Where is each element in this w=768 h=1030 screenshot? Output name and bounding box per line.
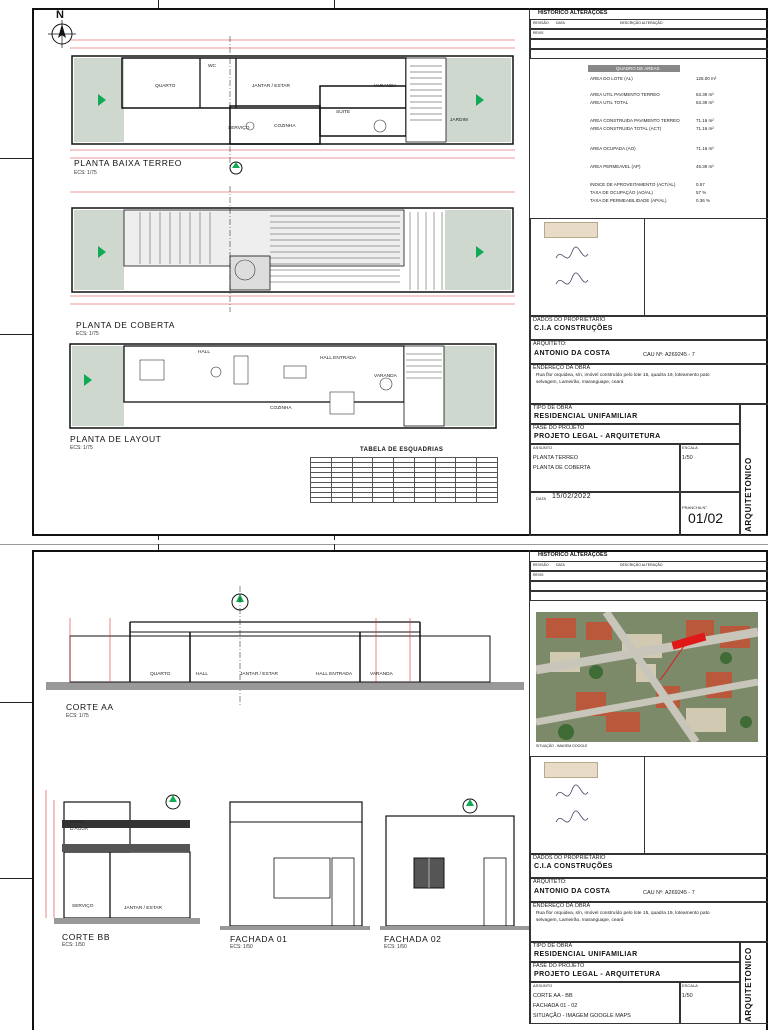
facade-01-drawing <box>220 796 370 936</box>
section-aa-drawing <box>40 586 528 706</box>
fachada01-scale: ECS: 1/50 <box>230 944 253 950</box>
phase-label-2: FASE DO PROJETO <box>533 963 585 969</box>
esquadrias-table <box>310 457 498 503</box>
room-servico: SERVIÇO <box>228 126 250 131</box>
signature-scribble-2 <box>552 782 592 842</box>
discipline-vertical: ARQUITETONICO <box>744 457 753 532</box>
subject-label-2: ASSUNTO <box>533 983 553 988</box>
area-row-value: 71.16 m² <box>696 126 714 131</box>
subject-1: PLANTA TERREO <box>533 455 579 461</box>
area-row-value: 45.39 m² <box>696 164 714 169</box>
signature-scribble <box>552 244 592 304</box>
area-row-value: 0.36 % <box>696 198 711 203</box>
phase-value: PROJETO LEGAL - ARQUITETURA <box>534 433 661 440</box>
subject-2-2: FACHADA 01 - 02 <box>533 1003 578 1009</box>
type-value: RESIDENCIAL UNIFAMILIAR <box>534 413 638 420</box>
signature-stamp <box>544 222 598 238</box>
cau-value-2: CAU Nº: A269245 - 7 <box>643 890 695 896</box>
area-row-value: 125.00 m² <box>696 76 717 81</box>
history-row: REVIS <box>533 31 544 35</box>
fachada02-scale: ECS: 1/50 <box>384 944 407 950</box>
type-label: TIPO DE OBRA <box>533 405 573 411</box>
history-row-2: REVIS <box>533 573 544 577</box>
esquadrias-title: TABELA DE ESQUADRIAS <box>360 447 444 453</box>
layout-plan-title: PLANTA DE LAYOUT <box>70 434 162 444</box>
ground-plan-scale: ECS: 1/75 <box>74 170 97 176</box>
area-row-label: AREA UTIL TOTAL <box>590 100 629 105</box>
roof-plan-scale: ECS: 1/75 <box>76 331 99 337</box>
architect-label: ARQUITETO: <box>533 341 567 347</box>
area-row-value: 71.16 m² <box>696 146 714 151</box>
sheet-no-label: PRANCHA N° <box>682 505 707 510</box>
discipline-vertical-2: ARQUITETONICO <box>744 947 753 1022</box>
situation-map <box>536 612 758 742</box>
area-row-label: AREA DO LOTE (AL) <box>590 76 633 81</box>
scale-label: ESCALA <box>682 445 698 450</box>
aa-label-varanda: VARANDA <box>370 672 393 677</box>
history-header: HISTÓRICO ALTERAÇÕES <box>538 10 608 16</box>
aa-label-quarto: QUARTO <box>150 672 171 677</box>
room-wc: WC <box>208 64 216 69</box>
cau-value: CAU Nº: A269245 - 7 <box>643 352 695 358</box>
roof-plan-title: PLANTA DE COBERTA <box>76 320 176 330</box>
phase-value-2: PROJETO LEGAL - ARQUITETURA <box>534 971 661 978</box>
history-header-2: HISTÓRICO ALTERAÇÕES <box>538 552 608 558</box>
bb-label-jantar: JANTAR / ESTAR <box>124 906 162 911</box>
area-row-label: AREA PERMEAVEL (AP) <box>590 164 641 169</box>
sheet-no-value: 01/02 <box>688 510 724 526</box>
address-value: Rua flor orquidea, s/n, imóvel construído pelo lote 15, quadra 19, loteamento pato selvagem, Lameirão, maranguape, ceará <box>536 373 710 385</box>
room-hall: HALL <box>198 350 210 355</box>
date-value: 15/02/2022 <box>552 493 592 500</box>
ground-floor-plan <box>40 36 528 170</box>
owner-value-2: C.I.A CONSTRUÇÕES <box>534 863 613 870</box>
corte-bb-scale: ECS: 1/50 <box>62 942 85 948</box>
type-value-2: RESIDENCIAL UNIFAMILIAR <box>534 951 638 958</box>
fachada02-title: FACHADA 02 <box>384 934 442 944</box>
history-col-desc: DESCRIÇÃO ALTERAÇÃO <box>620 21 663 25</box>
layout-plan-scale: ECS: 1/75 <box>70 445 93 451</box>
subject-label: ASSUNTO <box>533 445 553 450</box>
area-row-label: TAXA DE PERMEABILIDADE (AP/AL) <box>590 198 667 203</box>
owner-value: C.I.A CONSTRUÇÕES <box>534 325 613 332</box>
area-row-value: 71.16 m² <box>696 118 714 123</box>
room-varanda: VARANDA <box>374 84 397 89</box>
areas-header: QUADRO DE AREAS <box>616 66 660 71</box>
address-label: ENDEREÇO DA OBRA <box>533 365 591 371</box>
bb-label-caixa: CAIXA D'AGUA <box>70 820 88 832</box>
owner-label-2: DADOS DO PROPRIETÁRIO <box>533 855 606 861</box>
area-row-label: AREA CONSTRUIDA PAVIMENTO TERREO <box>590 118 680 123</box>
map-caption: SITUAÇÃO - IMAGEM GOOGLE <box>536 744 588 748</box>
architect-value: ANTONIO DA COSTA <box>534 350 611 357</box>
room-jantar: JANTAR / ESTAR <box>252 84 290 89</box>
area-row-label: TAXA DE OCUPAÇÃO (AO/AL) <box>590 190 653 195</box>
history-col-date: DATA <box>556 21 565 25</box>
history-col-desc-2: DESCRIÇÃO ALTERAÇÃO <box>620 563 663 567</box>
area-row-label: INDICE DE APROVEITAMENTO (ACT/AL) <box>590 182 676 187</box>
history-col-rev: REVISÃO <box>533 21 549 25</box>
type-label-2: TIPO DE OBRA <box>533 943 573 949</box>
roof-plan <box>40 186 528 316</box>
scale-value-2: 1/50 <box>682 993 693 999</box>
north-label: N <box>56 9 64 21</box>
room-quarto: QUARTO <box>155 84 176 89</box>
owner-label: DADOS DO PROPRIETÁRIO <box>533 317 606 323</box>
facade-02-drawing <box>380 796 530 936</box>
area-row-label: AREA OCUPADA (AO) <box>590 146 636 151</box>
architect-label-2: ARQUITETO: <box>533 879 567 885</box>
room-cozinha: COZINHA <box>274 124 296 129</box>
area-row-label: AREA UTIL PAVIMENTO TERREO <box>590 92 660 97</box>
layout-plan <box>40 342 500 432</box>
room-jardim: JARDIM <box>450 118 468 123</box>
title-block-2 <box>529 550 768 1024</box>
subject-2-1: CORTE AA - BB <box>533 993 573 999</box>
room-cozinha-layout: COZINHA <box>270 406 292 411</box>
sheet-2 <box>0 544 768 1024</box>
history-col-rev-2: REVISÃO <box>533 563 549 567</box>
corte-aa-title: CORTE AA <box>66 702 114 712</box>
area-row-value: 57 % <box>696 190 707 195</box>
title-block-1 <box>529 8 768 536</box>
architect-value-2: ANTONIO DA COSTA <box>534 888 611 895</box>
signature-stamp-2 <box>544 762 598 778</box>
area-row-label: AREA CONSTRUIDA TOTAL (ACT) <box>590 126 662 131</box>
date-label: DATA <box>536 496 547 501</box>
room-varanda-layout: VARANDA <box>374 374 397 379</box>
area-row-value: 63.39 m² <box>696 92 714 97</box>
aa-label-hall-entrada: HALL ENTRADA <box>316 672 353 677</box>
room-hall-entrada: HALL ENTRADA <box>320 356 357 361</box>
scale-value: 1/50 <box>682 455 693 461</box>
section-bb-drawing <box>40 780 200 940</box>
address-value-2: Rua flor orquidea, s/n, imóvel construído pelo lote 15, quadra 19, loteamento pato selvagem, Lameirão, maranguape, ceará <box>536 911 710 923</box>
scale-label-2: ESCALA <box>682 983 698 988</box>
history-col-date-2: DATA <box>556 563 565 567</box>
subject-2-3: SITUAÇÃO - IMAGEM GOOGLE MAPS <box>533 1013 631 1019</box>
corte-aa-scale: ECS: 1/75 <box>66 713 89 719</box>
phase-label: FASE DO PROJETO <box>533 425 585 431</box>
area-row-value: 0.57 <box>696 182 705 187</box>
address-label-2: ENDEREÇO DA OBRA <box>533 903 591 909</box>
aa-label-hall: HALL <box>196 672 208 677</box>
fachada01-title: FACHADA 01 <box>230 934 288 944</box>
section-marker-icon <box>228 160 244 176</box>
corte-bb-title: CORTE BB <box>62 932 111 942</box>
ground-plan-title: PLANTA BAIXA TERREO <box>74 158 182 168</box>
area-row-value: 63.39 m² <box>696 100 714 105</box>
bb-label-servico: SERVIÇO <box>72 904 94 909</box>
aa-label-jantar: JANTAR / ESTAR <box>240 672 278 677</box>
room-suite: SUITE <box>336 110 351 115</box>
subject-2: PLANTA DE COBERTA <box>533 465 591 471</box>
